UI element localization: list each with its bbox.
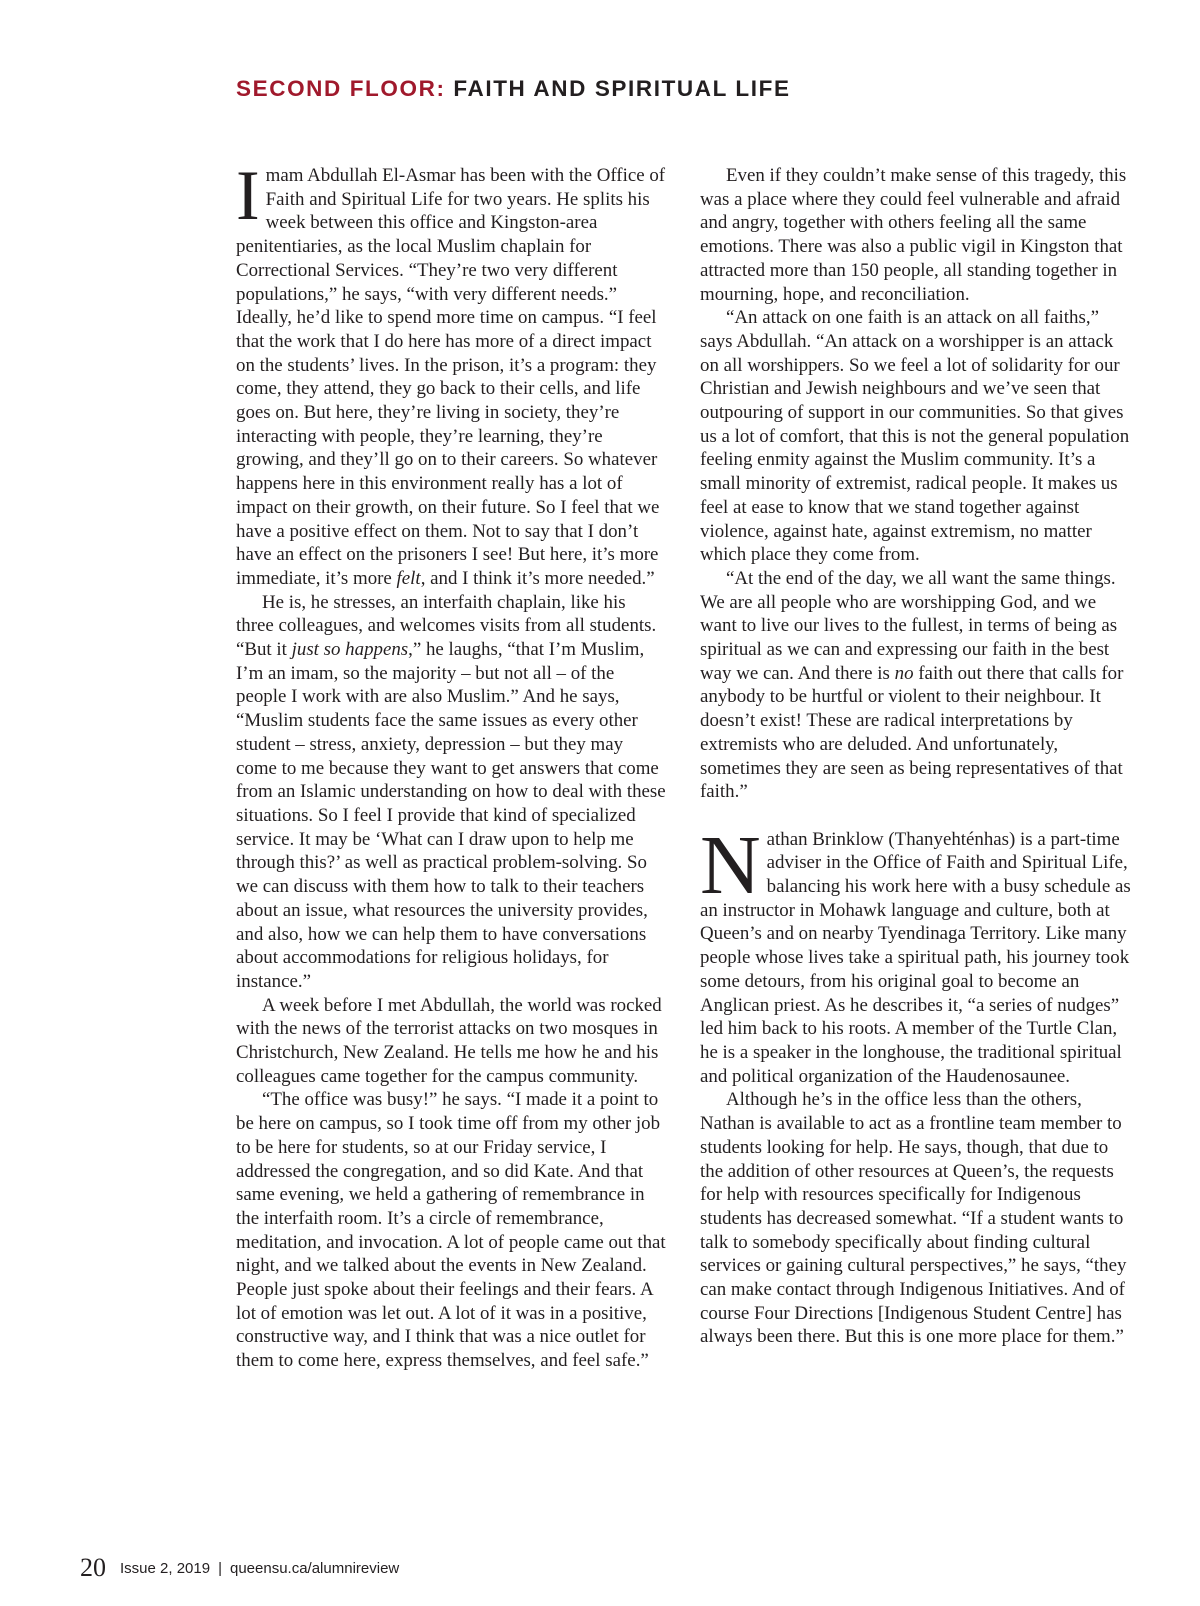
emphasis-felt: felt bbox=[396, 567, 421, 589]
paragraph-nathan-intro bbox=[700, 818, 1132, 1089]
paragraph-text-end: , and I think it’s more needed.” bbox=[420, 567, 655, 589]
paragraph-text: “At the end of the day, we all want the same things. We are all people who are worshipping God, and we want to live our lives to the fullest, in terms of being as spiritual as we can and expressing our faith in the best way we can. And there is bbox=[700, 567, 1118, 684]
emphasis-just-so-happens: just so happens bbox=[291, 639, 409, 661]
footer-url: queensu.ca/alumnireview bbox=[229, 1560, 400, 1577]
left-column bbox=[236, 157, 668, 1373]
paragraph-text-end: faith out there that calls for anybody to be hurtful or violent to their neighbour. It doesn’t exist! These are radical interpretations by extremists who are deluded. And unfortunately, sometimes they are seen as being representatives of that faith.” bbox=[700, 662, 1124, 803]
emphasis-no: no bbox=[894, 662, 914, 684]
drop-cap-i: I bbox=[236, 157, 260, 235]
page-footer bbox=[80, 1553, 399, 1583]
paragraph-intro bbox=[236, 157, 668, 591]
paragraph-text-end: ,” he laughs, “that I’m Muslim, I’m an imam, so the majority – but not all – of the people I work with are also Muslim.” And he says, “Muslim students face the same issues as every other student – stress, anxiety, depression – but they may come to me because they want to get answers that come from an Islamic understanding on how to deal with these situations. So I feel I provide that kind of specialized service. It may be ‘What can I draw upon to help me through this?’ as well as practical problem-solving. So we can discuss with them how to talk to their teachers about an issue, what resources the university provides, and also, how we can help them to have conversations about accommodations for religious holidays, for instance.” bbox=[236, 639, 666, 992]
footer-separator: | bbox=[218, 1560, 222, 1577]
section-header bbox=[236, 76, 791, 102]
paragraph-interfaith bbox=[236, 591, 668, 994]
paragraph-nathan-frontline: Although he’s in the office less than the others, Nathan is available to act as a frontline team member to students looking for help. He says, though, that due to the addition of other resources at Queen’s, the requests for help with resources specifically for Indigenous students has decreased somewhat. “If a student wants to talk to somebody specifically about finding cultural services or gaining cultural perspectives,” he says, “they can make contact through Indigenous Initiatives. And of course Four Directions [Indigenous Student Centre] has always been there. But this is one more place for them.” bbox=[700, 1089, 1127, 1348]
issue-label: Issue 2, 2019 bbox=[120, 1560, 211, 1577]
paragraph-end-of-day bbox=[700, 567, 1132, 804]
paragraph-text: mam Abdullah El-Asmar has been with the Office of Faith and Spiritual Life for two years. He splits his week between this office and Kingston-area penitentiaries, as the local Muslim chaplain for Correctional Services. “They’re two very different populations,” he says, “with very different needs.” Ideally, he’d like to spend more time on campus. “I feel that the work that I do here has more of a direct impact on the students’ lives. In the prison, it’s a program: they come, they attend, they go back to their cells, and life goes on. But here, they’re living in society, they’re interacting with people, they’re learning, they’re growing, and they’ll go on to their careers. So whatever happens here in this environment really has a lot of impact on their growth, on their future. So I feel that we have a positive effect on them. Not to say that I don’t have an effect on the prisoners I see! But here, it’s more immediate, it’s more bbox=[236, 165, 666, 589]
paragraph-attack-on-faith: “An attack on one faith is an attack on all faiths,” says Abdullah. “An attack on a worshipper is an attack on all worshippers. So we feel a lot of solidarity for our Christian and Jewish neighbours and we’ve seen that outpouring of support in our communities. So that gives us a lot of comfort, that this is not the general population feeling enmity against the Muslim community. It’s a small minority of extremist, radical people. It makes us feel at ease to know that we stand together against violence, against hate, against extremism, no matter which place they come from. bbox=[700, 307, 1130, 566]
paragraph-tragedy: Even if they couldn’t make sense of this tragedy, this was a place where they could feel vulnerable and afraid and angry, together with others feeling all the same emotions. There was also a public vigil in Kingston that attracted more than 150 people, all standing together in mourning, hope, and reconciliation. bbox=[700, 165, 1127, 305]
header-title: FAITH AND SPIRITUAL LIFE bbox=[453, 76, 791, 101]
paragraph-christchurch: A week before I met Abdullah, the world was rocked with the news of the terrorist attacks on two mosques in Christchurch, New Zealand. He tells me how he and his colleagues came together for the campus community. bbox=[236, 994, 662, 1087]
page-number: 20 bbox=[80, 1553, 106, 1582]
paragraph-text: athan Brinklow (Thanyehténhas) is a part-time adviser in the Office of Faith and Spiritual Life, balancing his work here with a busy schedule as an instructor in Mohawk language and culture, both at Queen’s and on nearby Tyendinaga Territory. Like many people whose lives take a spiritual path, his journey took some detours, from his original goal to become an Anglican priest. As he describes it, “a series of nudges” led him back to his roots. A member of the Turtle Clan, he is a speaker in the longhouse, the traditional spiritual and political organization of the Haudenosaunee. bbox=[700, 828, 1131, 1087]
drop-cap-n: N bbox=[700, 818, 761, 912]
paragraph-office-busy: “The office was busy!” he says. “I made it a point to be here on campus, so I took time off from my other job to be here for students, so at our Friday service, I addressed the congregation, and so did Kate. And that same evening, we held a gathering of remembrance in the interfaith room. It’s a circle of remembrance, meditation, and invocation. A lot of people came out that night, and we talked about the events in New Zealand. People just spoke about their feelings and their fears. A lot of emotion was let out. A lot of it was in a positive, constructive way, and I think that was a nice outlet for them to come here, express themselves, and feel safe.” bbox=[236, 1089, 666, 1372]
paragraph-text: He is, he stresses, an interfaith chaplain, like his three colleagues, and welcomes visits from all students. “But it bbox=[236, 591, 657, 661]
right-column bbox=[700, 164, 1132, 1349]
header-section-label: SECOND FLOOR: bbox=[236, 76, 446, 101]
